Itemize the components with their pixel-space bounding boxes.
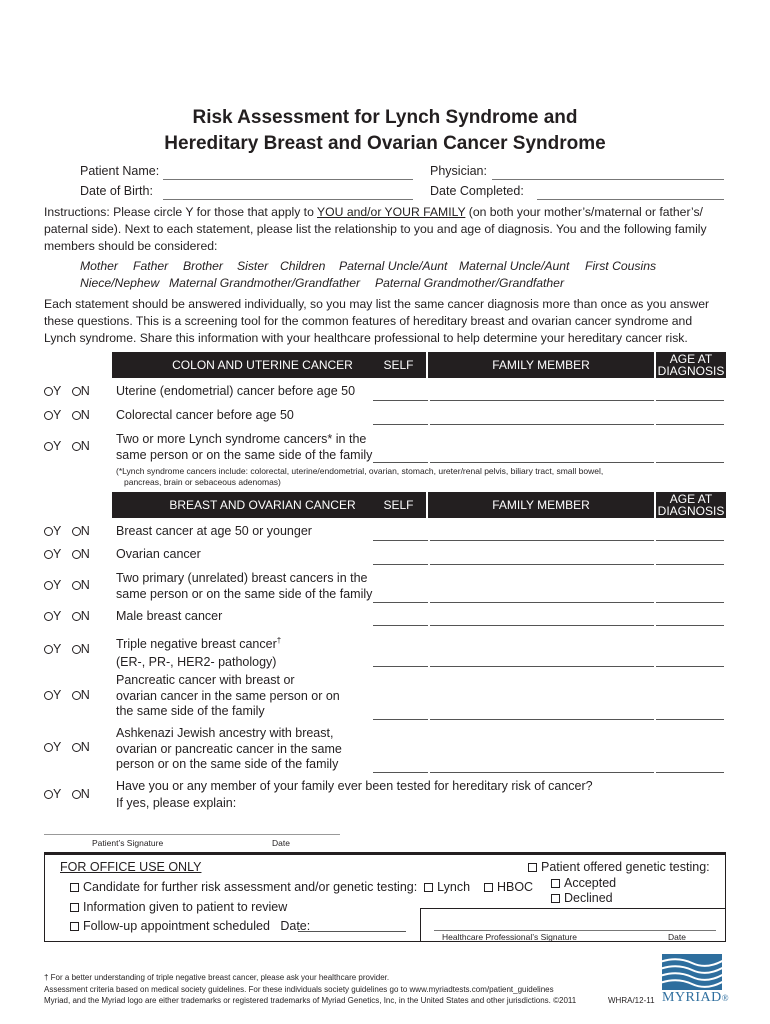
lynch-note: (*Lynch syndrome cancers include: colorectal, uterine/endometrial, ovarian, stomach, ureter/renal pelvis, biliary tract, small bowel, pancreas, brain or sebaceous adenomas)	[116, 466, 604, 487]
relative-brother: Brother	[183, 259, 223, 273]
breast-header-age: AGE AT DIAGNOSIS	[657, 492, 725, 518]
myriad-logo-text: MYRIAD®	[662, 990, 730, 1005]
n-radio-icon[interactable]	[72, 743, 81, 752]
breast-q7-family-field[interactable]	[430, 772, 654, 773]
instructions-line2: paternal side). Next to each statement, please list the relationship to you and age of diagnosis. You and the following family	[44, 222, 707, 236]
colon-q3-text: Two or more Lynch syndrome cancers* in the same person or on the same side of the family	[116, 432, 373, 462]
colon-q2-yn[interactable]: Y N	[44, 408, 90, 422]
n-radio-icon[interactable]	[72, 645, 81, 654]
relative-maternal-grandparents: Maternal Grandmother/Grandfather	[169, 276, 361, 290]
n-radio-icon[interactable]	[72, 581, 81, 590]
breast-header-self: SELF	[371, 492, 426, 518]
followup-checkbox-row[interactable]: Follow-up appointment scheduled Date:	[70, 919, 310, 935]
patient-name-field[interactable]	[163, 166, 413, 180]
breast-header-bar	[44, 492, 726, 518]
colon-q3-yn[interactable]: Y N	[44, 439, 90, 453]
breast-q7-yn[interactable]: Y N	[44, 740, 90, 754]
checkbox-icon[interactable]	[70, 883, 79, 892]
relative-paternal-grandparents: Paternal Grandmother/Grandfather	[375, 276, 565, 290]
breast-q7-age-field[interactable]	[656, 772, 724, 773]
physician-label: Physician:	[430, 164, 487, 178]
n-radio-icon[interactable]	[72, 411, 81, 420]
colon-q3-age-field[interactable]	[656, 462, 724, 463]
tested-question: Have you or any member of your family ever been tested for hereditary risk of cancer? If yes, please explain:	[116, 779, 593, 810]
relative-paternal-uncle-aunt: Paternal Uncle/Aunt	[339, 259, 448, 273]
breast-q6-yn[interactable]: Y N	[44, 688, 90, 702]
colon-q1-yn[interactable]: Y N	[44, 384, 90, 398]
physician-field[interactable]	[492, 166, 724, 180]
breast-q5-yn[interactable]: Y N	[44, 642, 90, 656]
breast-q2-self-field[interactable]	[373, 564, 428, 565]
colon-header-title: COLON AND UTERINE CANCER	[112, 352, 413, 378]
relative-niece-nephew: Niece/Nephew	[80, 276, 160, 290]
breast-q1-self-field[interactable]	[373, 540, 428, 541]
each-statement-line3: Lynch syndrome. Share this information with your healthcare professional to help determine your hereditary cancer risk.	[44, 331, 688, 345]
colon-q3-self-field[interactable]	[373, 462, 428, 463]
checkbox-icon[interactable]	[70, 903, 79, 912]
colon-q2-self-field[interactable]	[373, 424, 428, 425]
colon-header-self: SELF	[371, 352, 426, 378]
checkbox-icon[interactable]	[70, 922, 79, 931]
n-radio-icon[interactable]	[72, 612, 81, 621]
breast-q2-text: Ovarian cancer	[116, 547, 201, 561]
hp-signature-label: Healthcare Professional’s Signature	[442, 932, 577, 942]
y-radio-icon[interactable]	[44, 645, 53, 654]
n-radio-icon[interactable]	[72, 550, 81, 559]
breast-q6-family-field[interactable]	[430, 719, 654, 720]
colon-header-bar	[44, 352, 726, 378]
hp-signature-date-label: Date	[668, 932, 686, 942]
colon-q2-age-field[interactable]	[656, 424, 724, 425]
colon-header-age: AGE AT DIAGNOSIS	[657, 352, 725, 378]
relative-first-cousins: First Cousins	[585, 259, 657, 273]
colon-q1-family-field[interactable]	[430, 400, 654, 401]
breast-q3-age-field[interactable]	[656, 602, 724, 603]
breast-q6-text: Pancreatic cancer with breast or ovarian cancer in the same person or on the same side of the family	[116, 673, 340, 718]
breast-q3-text: Two primary (unrelated) breast cancers in the same person or on the same side of the family	[116, 571, 373, 601]
followup-date-field[interactable]	[298, 931, 406, 932]
breast-q2-yn[interactable]: Y N	[44, 547, 90, 561]
patient-signature-label: Patient’s Signature	[92, 838, 164, 848]
tested-yn[interactable]: Y N	[44, 787, 90, 801]
breast-q4-yn[interactable]: Y N	[44, 609, 90, 623]
breast-q3-self-field[interactable]	[373, 602, 428, 603]
breast-q6-self-field[interactable]	[373, 719, 428, 720]
breast-q3-family-field[interactable]	[430, 602, 654, 603]
breast-q1-yn[interactable]: Y N	[44, 524, 90, 538]
instructions-line3: members should be considered:	[44, 239, 218, 253]
breast-q5-text: Triple negative breast cancer† (ER-, PR-, HER2- pathology)	[116, 636, 282, 669]
y-radio-icon[interactable]	[44, 527, 53, 536]
each-statement-line2: these questions. This is a screening tool for the common features of hereditary breast and ovarian cancer syndrome and	[44, 314, 693, 328]
breast-q3-yn[interactable]: Y N	[44, 578, 90, 592]
colon-q1-age-field[interactable]	[656, 400, 724, 401]
y-radio-icon[interactable]	[44, 411, 53, 420]
checkbox-icon[interactable]	[484, 883, 493, 892]
myriad-logo-icon	[662, 954, 722, 990]
colon-header-family: FAMILY MEMBER	[428, 352, 654, 378]
colon-q1-self-field[interactable]	[373, 400, 428, 401]
breast-q7-self-field[interactable]	[373, 772, 428, 773]
n-radio-icon[interactable]	[72, 527, 81, 536]
breast-q4-age-field[interactable]	[656, 625, 724, 626]
checkbox-icon[interactable]	[424, 883, 433, 892]
n-radio-icon[interactable]	[72, 442, 81, 451]
candidate-checkbox-row[interactable]: Candidate for further risk assessment and/or genetic testing: Lynch HBOC	[70, 880, 533, 896]
breast-q6-age-field[interactable]	[656, 719, 724, 720]
breast-q7-text: Ashkenazi Jewish ancestry with breast, ovarian or pancreatic cancer in the same person or on the same side of the family	[116, 726, 342, 771]
breast-q5-self-field[interactable]	[373, 666, 428, 667]
form-code: WHRA/12-11	[608, 996, 655, 1005]
declined-checkbox[interactable]: Declined	[551, 891, 613, 907]
each-statement-line1: Each statement should be answered individually, so you may list the same cancer diagnosis more than once as you answer	[44, 297, 710, 311]
breast-q1-family-field[interactable]	[430, 540, 654, 541]
y-radio-icon[interactable]	[44, 387, 53, 396]
checkbox-icon[interactable]	[528, 863, 537, 872]
form-title-line2: Hereditary Breast and Ovarian Cancer Syndrome	[164, 133, 606, 154]
relative-children: Children	[280, 259, 326, 273]
dob-field[interactable]	[163, 186, 413, 200]
breast-q1-age-field[interactable]	[656, 540, 724, 541]
patient-name-label: Patient Name:	[80, 164, 160, 178]
footer-notes: † For a better understanding of triple negative breast cancer, please ask your healthcare provider. Assessment criteria based on medical society guidelines. For these individuals society guidelines go to www.myriadtests.com/patient_guidelines Myriad, and the Myriad logo are either trademarks or registered trademarks of Myriad Genetics, Inc, in the United States and other jurisdictions. ©2011	[44, 973, 577, 1005]
date-completed-field[interactable]	[537, 186, 724, 200]
n-radio-icon[interactable]	[72, 790, 81, 799]
colon-q1-text: Uterine (endometrial) cancer before age 50	[116, 384, 356, 398]
patient-signature-date-label: Date	[272, 838, 290, 848]
y-radio-icon[interactable]	[44, 612, 53, 621]
patient-signature-line[interactable]	[44, 834, 340, 835]
offered-testing-checkbox[interactable]: Patient offered genetic testing:	[528, 860, 710, 876]
n-radio-icon[interactable]	[72, 387, 81, 396]
dob-label: Date of Birth:	[80, 184, 153, 198]
y-radio-icon[interactable]	[44, 581, 53, 590]
breast-q4-self-field[interactable]	[373, 625, 428, 626]
y-radio-icon[interactable]	[44, 743, 53, 752]
checkbox-icon[interactable]	[551, 894, 560, 903]
colon-q3-family-field[interactable]	[430, 462, 654, 463]
y-radio-icon[interactable]	[44, 790, 53, 799]
checkbox-icon[interactable]	[551, 879, 560, 888]
relative-father: Father	[133, 259, 169, 273]
relative-sister: Sister	[237, 259, 269, 273]
y-radio-icon[interactable]	[44, 442, 53, 451]
breast-header-family: FAMILY MEMBER	[428, 492, 654, 518]
form-title-line1: Risk Assessment for Lynch Syndrome and	[192, 107, 578, 128]
relative-mother: Mother	[80, 259, 118, 273]
y-radio-icon[interactable]	[44, 550, 53, 559]
breast-q4-family-field[interactable]	[430, 625, 654, 626]
breast-q5-age-field[interactable]	[656, 666, 724, 667]
breast-q5-family-field[interactable]	[430, 666, 654, 667]
date-completed-label: Date Completed:	[430, 184, 524, 198]
colon-q2-text: Colorectal cancer before age 50	[116, 408, 294, 422]
breast-q4-text: Male breast cancer	[116, 609, 223, 623]
accepted-checkbox[interactable]: Accepted	[551, 876, 616, 892]
instructions-line1: Instructions: Please circle Y for those that apply to YOU and/or YOUR FAMILY (on both your mother’s/maternal or father’s/	[44, 205, 703, 219]
colon-q2-family-field[interactable]	[430, 424, 654, 425]
info-given-checkbox-row[interactable]: Information given to patient to review	[70, 900, 287, 916]
office-use-title: FOR OFFICE USE ONLY	[60, 860, 202, 874]
breast-header-title: BREAST AND OVARIAN CANCER	[112, 492, 413, 518]
hp-signature-line	[434, 930, 716, 931]
breast-q2-age-field[interactable]	[656, 564, 724, 565]
breast-q1-text: Breast cancer at age 50 or younger	[116, 524, 312, 538]
y-radio-icon[interactable]	[44, 691, 53, 700]
breast-q2-family-field[interactable]	[430, 564, 654, 565]
relative-maternal-uncle-aunt: Maternal Uncle/Aunt	[459, 259, 570, 273]
n-radio-icon[interactable]	[72, 691, 81, 700]
